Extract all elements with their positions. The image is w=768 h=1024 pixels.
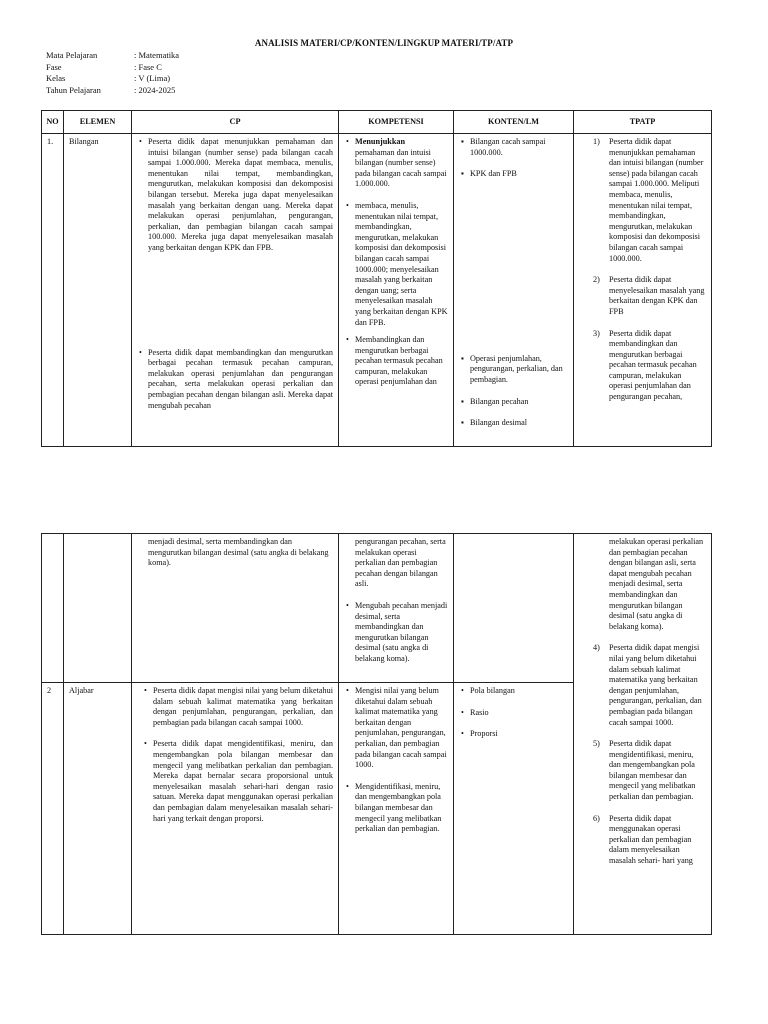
kompetensi-cell	[339, 134, 453, 388]
list-item: • Peserta didik dapat mengisi nilai yang belum diketahui dalam sebuah kalimat matematika yang berkaitan dengan penjumlahan, pengurangan, perkalian, dan pembagian pada bilangan cacah sampai 1000.	[144, 686, 333, 727]
konten-text: Operasi penjumlahan, pengurangan, perkalian, dan pembagian.	[470, 353, 563, 384]
kompetensi-text: Mengidentifikasi, meniru, dan mengembangkan pola bilangan membesar dan mengecil yang melibatkan perkalian dan pembagian.	[355, 781, 442, 834]
list-item	[579, 275, 706, 317]
tpatp-text: Peserta didik dapat menyelesaikan masalah yang berkaitan dengan KPK dan FPB	[609, 275, 705, 316]
konten-cell	[454, 683, 573, 740]
document-meta	[46, 50, 179, 96]
cp-cell	[132, 534, 338, 569]
list-item: ▪ KPK dan FPB	[461, 169, 517, 179]
cp-cell	[132, 134, 338, 411]
meta-key: Tahun Pelajaran	[46, 84, 101, 95]
list-item	[579, 643, 706, 728]
list-item: • Peserta didik dapat membandingkan dan mengurutkan berbagai pecahan termasuk pecahan campuran, melakukan operasi penjumlahan dan pengurangan pecahan, serta melakukan operasi perkalian dan pembagian pecahan dengan bilangan asli. Mereka dapat mengubah pecahan	[139, 347, 333, 410]
header-kompetensi: KOMPETENSI	[339, 111, 454, 134]
meta-row	[46, 85, 179, 97]
row-elemen: Bilangan	[69, 137, 99, 146]
list-item: ▪ Bilangan pecahan	[461, 396, 529, 406]
list-item: • Pola bilangan	[461, 686, 515, 695]
cp-text: Peserta didik dapat menunjukkan pemahaman dan intuisi bilangan (number sense) pada bilangan cacah sampai 1.000.000. Mereka dapat membaca, menulis, menentukan nilai tempat, membandingkan, mengurutkan, melakukan komposisi dan dekomposisi bilangan tersebut. Mereka juga dapat menyelesaikan masalah yang berkaitan dengan uang. Mereka dapat melakukan operasi penjumlahan, pengurangan, perkalian, dan pembagian bilangan cacah sampai 100.000. Mereka juga dapat menyelesaikan masalah yang berkaitan dengan KPK dan FPB.	[148, 137, 333, 252]
meta-row	[46, 50, 179, 62]
list-number: 3)	[593, 328, 600, 338]
cp-text: Peserta didik dapat mengisi nilai yang belum diketahui dalam sebuah kalimat matematika yang berkaitan dengan penjumlahan, pengurangan, perkalian, dan pembagian pada bilangan cacah sampai 1000.	[153, 686, 333, 727]
konten-text: Proporsi	[470, 729, 498, 739]
table-row	[42, 134, 712, 447]
list-item: • membaca, menulis, menentukan nilai tempat, membandingkan, mengurutkan, melakukan komposisi dan dekomposisi bilangan cacah sampai 1000.000; menyelesaikan masalah yang berkaitan dengan uang; serta menyelesaikan masalah yang berkaitan dengan KPK dan FPB.	[346, 200, 448, 327]
tpatp-text: Peserta didik dapat menggunakan operasi perkalian dan pembagian dalam menyelesaikan masalah sehari- hari yang	[609, 813, 693, 866]
konten-text: Bilangan cacah sampai 1000.000.	[470, 137, 546, 157]
document-title: ANALISIS MATERI/CP/KONTEN/LINGKUP MATERI/TP/ATP	[254, 38, 514, 48]
kompetensi-text: pemahaman dan intuisi bilangan (number sense) pada bilangan cacah sampai 1.000.000.	[355, 147, 447, 189]
list-item: • Rasio	[461, 707, 489, 717]
list-item: • Peserta didik dapat menunjukkan pemahaman dan intuisi bilangan (number sense) pada bilangan cacah sampai 1.000.000. Mereka dapat membaca, menulis, menentukan nilai tempat, membandingkan, mengurutkan, melakukan komposisi dan dekomposisi bilangan tersebut. Mereka juga dapat menyelesaikan masalah yang berkaitan dengan uang. Mereka dapat melakukan operasi penjumlahan, pengurangan, perkalian, dan pembagian bilangan cacah sampai 100.000. Mereka juga dapat menyelesaikan masalah yang berkaitan dengan KPK dan FPB.	[139, 137, 333, 252]
meta-value: : Fase C	[134, 61, 162, 72]
analysis-table-page2	[41, 533, 712, 935]
row-elemen: Aljabar	[69, 686, 94, 695]
meta-row	[46, 62, 179, 74]
analysis-table-page1	[41, 110, 712, 447]
tpatp-cell	[574, 534, 711, 867]
list-item: • Membandingkan dan mengurutkan berbagai pecahan termasuk pecahan campuran, melakukan operasi penjumlahan dan	[346, 335, 443, 387]
kompetensi-bold: Menunjukkan	[355, 137, 406, 146]
table-row	[42, 534, 712, 683]
kompetensi-text: pengurangan pecahan, serta melakukan operasi perkalian dan pembagian pecahan dengan bilangan asli.	[355, 537, 446, 589]
header-elemen: ELEMEN	[64, 111, 132, 134]
list-item: • Mengidentifikasi, meniru, dan mengembangkan pola bilangan membesar dan mengecil yang melibatkan perkalian dan pembagian.	[346, 781, 442, 834]
meta-key: Fase	[46, 61, 62, 72]
list-item: • Menunjukkan pemahaman dan intuisi bilangan (number sense) pada bilangan cacah sampai 1.000.000.	[346, 137, 447, 189]
header-no: NO	[42, 111, 64, 134]
list-number: 2)	[593, 275, 600, 285]
list-number: 5)	[593, 739, 600, 749]
list-item	[579, 739, 706, 803]
list-item: ▪ Operasi penjumlahan, pengurangan, perkalian, dan pembagian.	[461, 353, 563, 384]
cp-text: menjadi desimal, serta membandingkan dan mengurutkan bilangan desimal (satu angka di belakang koma).	[148, 537, 329, 568]
list-item: ▪ Bilangan desimal	[461, 418, 528, 428]
tpatp-cell	[574, 134, 711, 403]
konten-text: KPK dan FPB	[470, 169, 517, 179]
kompetensi-text: Membandingkan dan mengurutkan berbagai pecahan termasuk pecahan campuran, melakukan operasi penjumlahan dan	[355, 335, 443, 387]
tpatp-text: Peserta didik dapat mengisi nilai yang belum diketahui dalam sebuah kalimat matematika yang berkaitan dengan penjumlahan, pengurangan, perkalian, dan pembagian pada bilangan cacah sampai 1000.	[609, 643, 702, 727]
list-number: 1)	[593, 137, 600, 146]
konten-cell	[454, 134, 573, 429]
cp-text: Peserta didik dapat mengidentifikasi, meniru, dan mengembangkan pola bilangan membesar dan mengecil yang melibatkan perkalian dan pembagian. Mereka dapat bernalar secara proporsional untuk menyelesaikan masalah sehari-hari dengan rasio satuan. Mereka dapat menggunakan operasi perkalian dan pembagian dalam menyelesaikan masalah sehari- hari yang terkait dengan proporsi.	[153, 739, 333, 823]
header-cp: CP	[132, 111, 339, 134]
list-item: ▪ Bilangan cacah sampai 1000.000.	[461, 137, 546, 157]
meta-row	[46, 73, 179, 85]
list-item	[579, 137, 706, 264]
kompetensi-text: membaca, menulis, menentukan nilai tempat, membandingkan, mengurutkan, melakukan komposisi dan dekomposisi bilangan cacah sampai 1000.000; menyelesaikan masalah yang berkaitan dengan uang; serta menyelesaikan masalah yang berkaitan dengan KPK dan FPB.	[355, 200, 448, 327]
list-item: • Peserta didik dapat mengidentifikasi, meniru, dan mengembangkan pola bilangan membesar dan mengecil yang melibatkan perkalian dan pembagian. Mereka dapat bernalar secara proporsional untuk menyelesaikan masalah sehari-hari dengan rasio satuan. Mereka dapat menggunakan operasi perkalian dan pembagian dalam menyelesaikan masalah sehari- hari yang terkait dengan proporsi.	[144, 739, 333, 823]
meta-value: : Matematika	[134, 50, 180, 60]
header-konten: KONTEN/LM	[454, 111, 574, 134]
table-header-row	[42, 111, 712, 134]
meta-value: : V (Lima)	[134, 73, 171, 83]
list-item: • Mengubah pecahan menjadi desimal, serta membandingkan dan mengurutkan bilangan desimal (satu angka di belakang koma).	[346, 600, 448, 663]
konten-text: Bilangan desimal	[470, 418, 528, 428]
header-tpatp: TPATP	[574, 111, 712, 134]
list-item	[579, 814, 706, 867]
konten-text: Pola bilangan	[470, 686, 515, 695]
cp-text: Peserta didik dapat membandingkan dan mengurutkan berbagai pecahan termasuk pecahan campuran, melakukan operasi penjumlahan dan pengurangan pecahan, serta melakukan operasi perkalian dan pembagian pecahan dengan bilangan asli. Mereka dapat mengubah pecahan	[148, 347, 333, 410]
list-item: • Mengisi nilai yang belum diketahui dalam sebuah kalimat matematika yang berkaitan dengan penjumlahan, pengurangan, perkalian, dan pembagian pada bilangan cacah sampai 1000.	[346, 686, 447, 770]
konten-text: Bilangan pecahan	[470, 396, 529, 406]
list-item: • Proporsi	[461, 729, 498, 739]
kompetensi-text: Mengubah pecahan menjadi desimal, serta membandingkan dan mengurutkan bilangan desimal (satu angka di belakang koma).	[355, 600, 448, 663]
row-number: 2	[47, 686, 52, 695]
list-number: 4)	[593, 643, 600, 653]
list-number: 6)	[593, 813, 600, 823]
kompetensi-text: Mengisi nilai yang belum diketahui dalam sebuah kalimat matematika yang berkaitan dengan penjumlahan, pengurangan, perkalian, dan pembagian pada bilangan cacah sampai 1000.	[355, 686, 447, 770]
tpatp-text: Peserta didik dapat membandingkan dan mengurutkan berbagai pecahan termasuk pecahan campuran, melakukan operasi penjumlahan dan pengurangan pecahan,	[609, 328, 697, 402]
kompetensi-cell	[339, 534, 453, 665]
row-number: 1.	[47, 137, 54, 146]
meta-key: Mata Pelajaran	[46, 50, 98, 60]
tpatp-text: melakukan operasi perkalian dan pembagian pecahan dengan bilangan asli, serta dapat mengubah pecahan menjadi desimal, serta membandingkan dan mengurutkan bilangan desimal (satu angka di belakang koma).	[609, 537, 704, 631]
cp-cell	[132, 683, 338, 824]
meta-value: : 2024-2025	[134, 84, 176, 95]
list-item	[579, 329, 706, 403]
meta-key: Kelas	[46, 73, 66, 83]
tpatp-text: Peserta didik dapat menunjukkan pemahaman dan intuisi bilangan (number sense) pada bilangan cacah sampai 1.000.000. Meliputi membaca, menulis, menentukan nilai tempat, membandingkan, mengurutkan, melakukan komposisi dan dekomposisi bilangan cacah sampai 1000.000.	[609, 137, 704, 263]
tpatp-text: Peserta didik dapat mengidentifikasi, meniru, dan mengembangkan pola bilangan membesar dan mengecil yang melibatkan perkalian dan pembagian.	[609, 739, 696, 802]
kompetensi-cell	[339, 683, 453, 835]
konten-text: Rasio	[470, 707, 489, 717]
